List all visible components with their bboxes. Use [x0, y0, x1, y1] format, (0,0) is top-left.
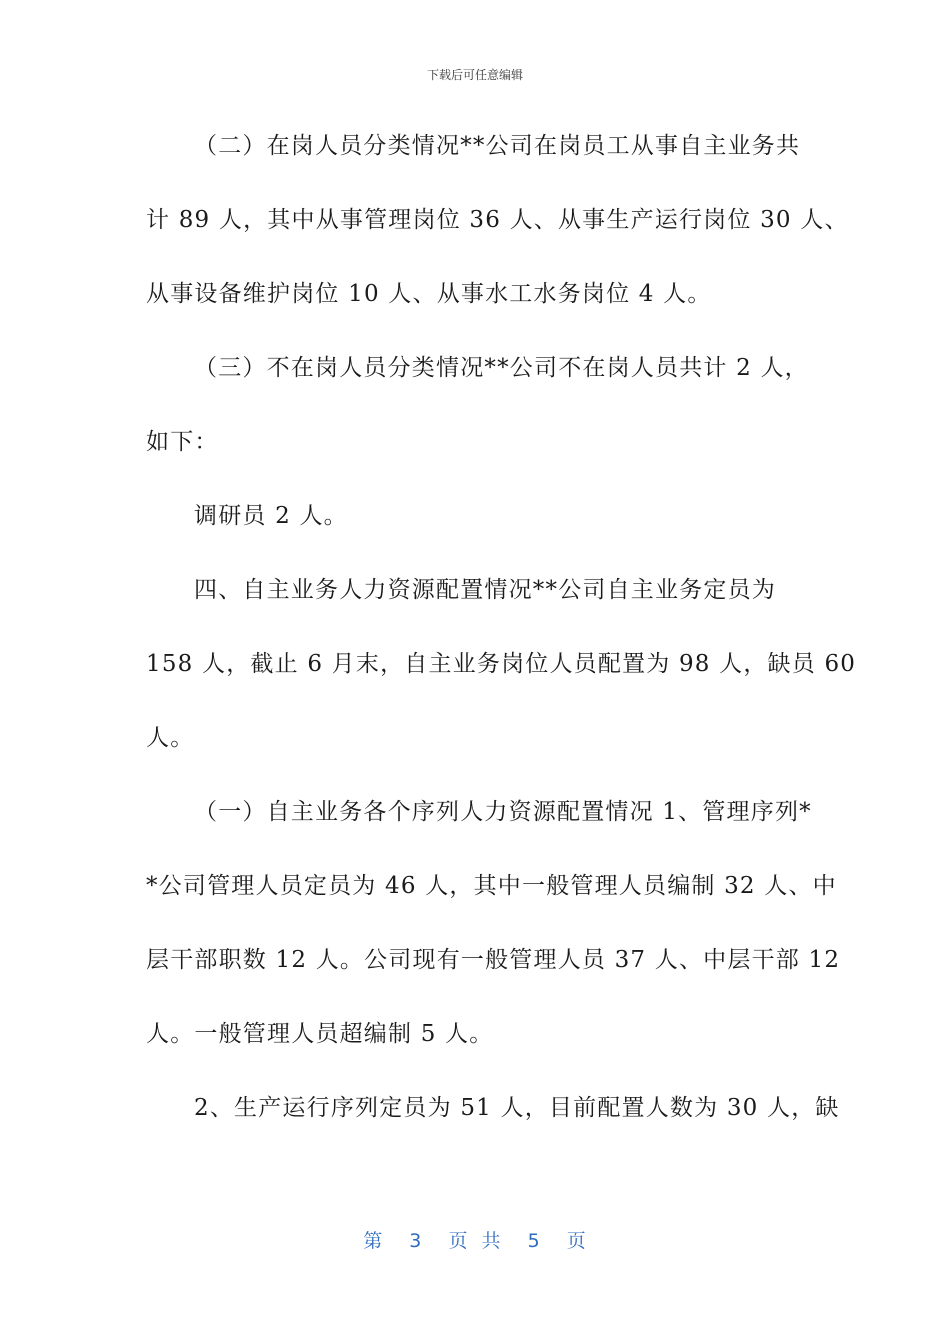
paragraph-line: 层干部职数 12 人。公司现有一般管理人员 37 人、中层干部 12: [146, 947, 841, 973]
page-number-label: 第 3 页 共 5 页: [363, 1230, 587, 1252]
paragraph-line: 2、生产运行序列定员为 51 人，目前配置人数为 30 人，缺: [194, 1095, 840, 1121]
paragraph-line: 如下：: [146, 429, 219, 455]
header-note: 下载后可任意编辑: [426, 68, 523, 82]
paragraph-line: （一）自主业务各个序列人力资源配置情况 1、管理序列*: [194, 799, 812, 825]
paragraph-line: 计 89 人，其中从事管理岗位 36 人、从事生产运行岗位 30 人、: [146, 207, 849, 233]
document-body: [146, 128, 857, 1164]
paragraph-line: 人。一般管理人员超编制 5 人。: [146, 1021, 494, 1047]
paragraph-line: 从事设备维护岗位 10 人、从事水工水务岗位 4 人。: [146, 281, 712, 307]
paragraph-line: （三）不在岗人员分类情况**公司不在岗人员共计 2 人，: [194, 355, 809, 381]
paragraph-line: 158 人，截止 6 月末，自主业务岗位人员配置为 98 人，缺员 60: [146, 651, 857, 677]
paragraph-line: 人。: [146, 725, 195, 751]
page-number-footer: [0, 1226, 950, 1253]
paragraph-line: （二）在岗人员分类情况**公司在岗员工从事自主业务共: [194, 133, 801, 159]
paragraph-line: 调研员 2 人。: [194, 503, 348, 529]
paragraph-line: 四、自主业务人力资源配置情况**公司自主业务定员为: [194, 577, 776, 603]
paragraph-line: *公司管理人员定员为 46 人，其中一般管理人员编制 32 人、中: [146, 873, 837, 899]
